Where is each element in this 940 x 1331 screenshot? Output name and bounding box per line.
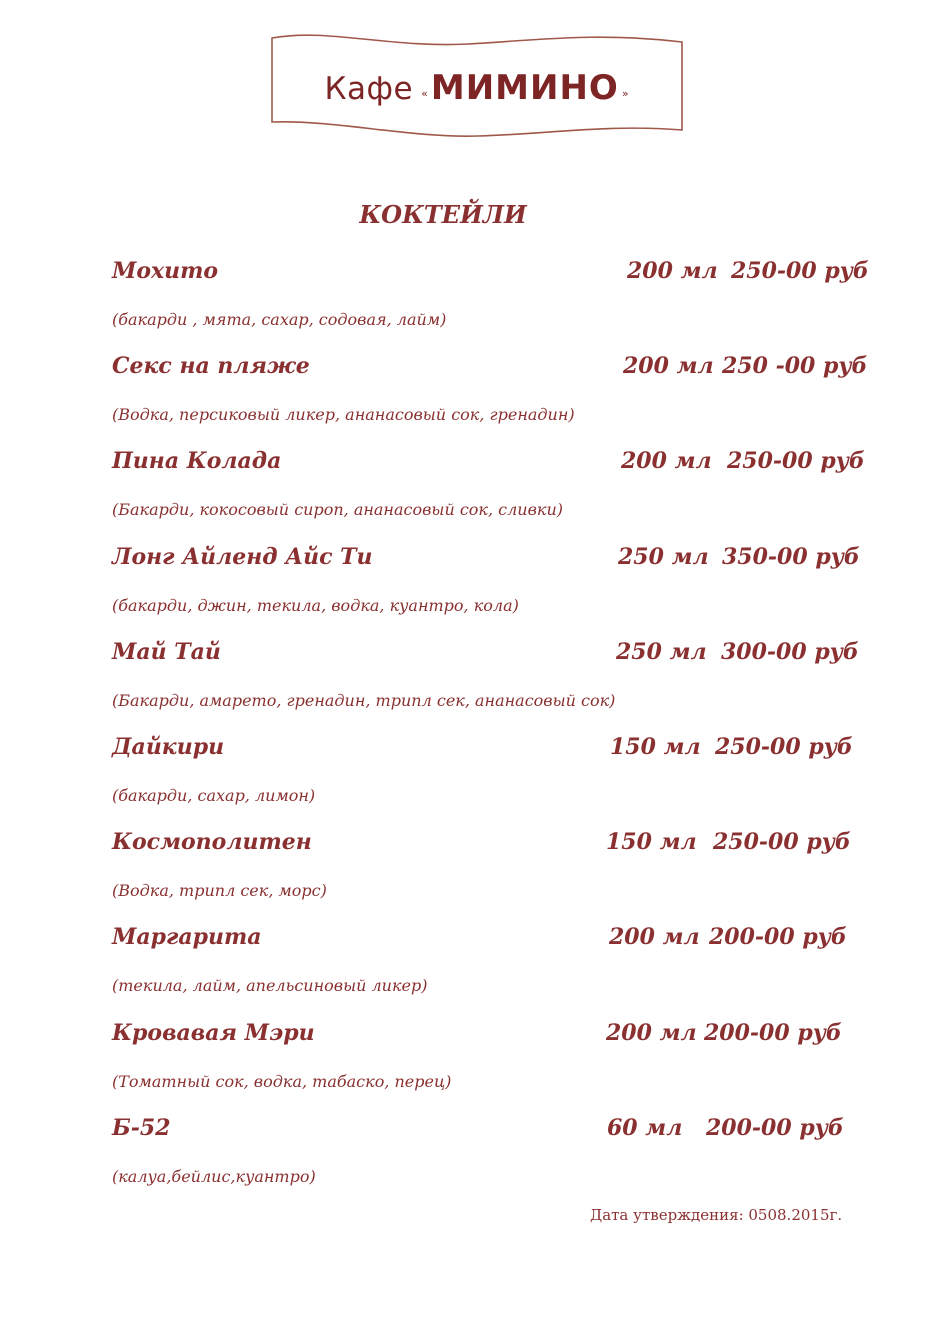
cocktail-ingredients: (текила, лайм, апельсиновый ликер)	[112, 976, 428, 995]
cocktail-name: Секс на пляже	[112, 353, 310, 379]
cocktail-price: 250 -00 руб	[722, 353, 868, 379]
cocktail-volume: 250 мл	[616, 639, 707, 665]
cocktail-name: Б-52	[112, 1115, 171, 1141]
cocktail-volume: 200 мл	[623, 353, 714, 379]
cocktail-ingredients: (Бакарди, кокосовый сироп, ананасовый сок, сливки)	[112, 500, 564, 519]
cocktail-ingredients: (бакарди, джин, текила, водка, куантро, кола)	[112, 596, 519, 615]
cocktail-price: 250-00 руб	[731, 258, 869, 284]
cocktail-price: 350-00 руб	[722, 544, 860, 570]
cocktail-volume: 200 мл	[621, 448, 712, 474]
cocktail-name: Кровавая Мэри	[112, 1020, 315, 1046]
cocktail-ingredients: (калуа,бейлис,куантро)	[112, 1167, 316, 1186]
cocktail-volume: 200 мл	[606, 1020, 697, 1046]
cocktail-name: Пина Колада	[112, 448, 282, 474]
section-title: КОКТЕЙЛИ	[359, 200, 527, 229]
cocktail-volume: 200 мл	[627, 258, 718, 284]
cocktail-price: 250-00 руб	[715, 734, 853, 760]
cocktail-price: 200-00 руб	[704, 1020, 842, 1046]
approval-date: Дата утверждения: 0508.2015г.	[590, 1206, 843, 1224]
cocktail-price: 250-00 руб	[713, 829, 851, 855]
cocktail-name: Май Тай	[112, 639, 221, 665]
cocktail-name: Космополитен	[112, 829, 312, 855]
cocktail-ingredients: (Водка, персиковый ликер, ананасовый сок, гренадин)	[112, 405, 575, 424]
cocktail-ingredients: (Бакарди, амарето, гренадин, трипл сек, ананасовый сок)	[112, 691, 616, 710]
cocktail-price: 250-00 руб	[727, 448, 865, 474]
cocktail-ingredients: (бакарди, сахар, лимон)	[112, 786, 316, 805]
cafe-banner	[268, 30, 688, 142]
quote-open: «	[421, 87, 428, 100]
cocktail-name: Маргарита	[112, 924, 262, 950]
cocktail-price: 200-00 руб	[709, 924, 847, 950]
cocktail-volume: 150 мл	[610, 734, 701, 760]
cocktail-volume: 200 мл	[609, 924, 700, 950]
cafe-title	[268, 68, 688, 108]
cocktail-name: Мохито	[112, 258, 219, 284]
cafe-name: МИМИНО	[430, 68, 619, 108]
cocktail-price: 200-00 руб	[706, 1115, 844, 1141]
cocktail-volume: 250 мл	[618, 544, 709, 570]
cocktail-name: Дайкири	[112, 734, 225, 760]
cocktail-ingredients: (Томатный сок, водка, табаско, перец)	[112, 1072, 452, 1091]
cocktail-ingredients: (Водка, трипл сек, морс)	[112, 881, 327, 900]
cocktail-ingredients: (бакарди , мята, сахар, содовая, лайм)	[112, 310, 447, 329]
quote-close: »	[621, 87, 629, 100]
cocktail-volume: 150 мл	[606, 829, 697, 855]
cocktail-volume: 60 мл	[607, 1115, 683, 1141]
cocktail-price: 300-00 руб	[721, 639, 859, 665]
cafe-word: Кафе	[324, 71, 414, 107]
cocktail-name: Лонг Айленд Айс Ти	[112, 544, 373, 570]
